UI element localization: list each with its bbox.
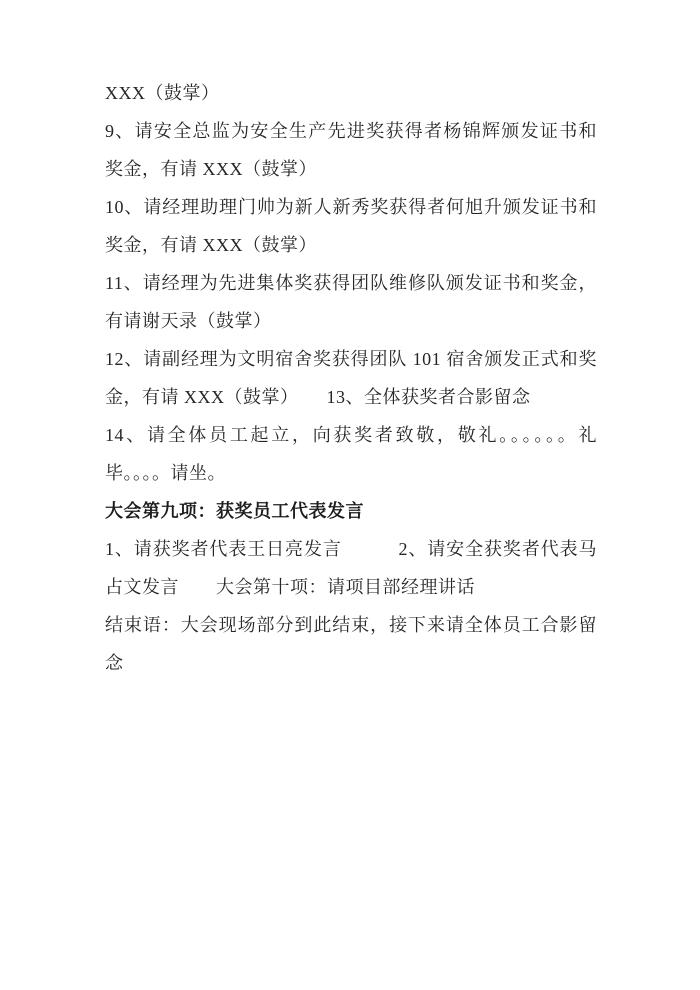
document-line: 结束语：大会现场部分到此结束，接下来请全体员工合影留: [105, 615, 597, 635]
document-line: 奖金，有请 XXX（鼓掌）: [105, 235, 317, 255]
paragraph: [105, 492, 597, 530]
document-line: 有请谢天录（鼓掌）: [105, 311, 272, 331]
paragraph: [105, 112, 597, 188]
paragraph: [105, 340, 597, 416]
document-line: 念: [105, 653, 124, 673]
paragraph: [105, 74, 597, 112]
document-line: XXX（鼓掌）: [105, 83, 220, 103]
paragraph: [105, 188, 597, 264]
document-line: 金，有请 XXX（鼓掌） 13、全体获奖者合影留念: [105, 387, 531, 407]
document-line: 奖金，有请 XXX（鼓掌）: [105, 159, 317, 179]
document-line: 1、请获奖者代表王日亮发言 2、请安全获奖者代表马: [105, 539, 597, 559]
document-line: 大会第九项：获奖员工代表发言: [105, 501, 364, 521]
document-line: 毕。。。。请坐。: [105, 463, 226, 483]
document-line: 10、请经理助理门帅为新人新秀奖获得者何旭升颁发证书和: [105, 197, 597, 217]
paragraph: [105, 416, 597, 492]
document-line: 12、请副经理为文明宿舍奖获得团队 101 宿舍颁发正式和奖: [105, 349, 597, 369]
paragraph: [105, 606, 597, 682]
document-line: 占文发言 大会第十项：请项目部经理讲话: [105, 577, 475, 597]
document-line: 11、请经理为先进集体奖获得团队维修队颁发证书和奖金，: [105, 273, 597, 293]
paragraph: [105, 264, 597, 340]
document-line: 14、请全体员工起立，向获奖者致敬，敬礼。。。。。。礼: [105, 425, 597, 445]
paragraph: [105, 530, 597, 606]
document-line: 9、请安全总监为安全生产先进奖获得者杨锦辉颁发证书和: [105, 121, 597, 141]
document-content: [105, 74, 597, 682]
